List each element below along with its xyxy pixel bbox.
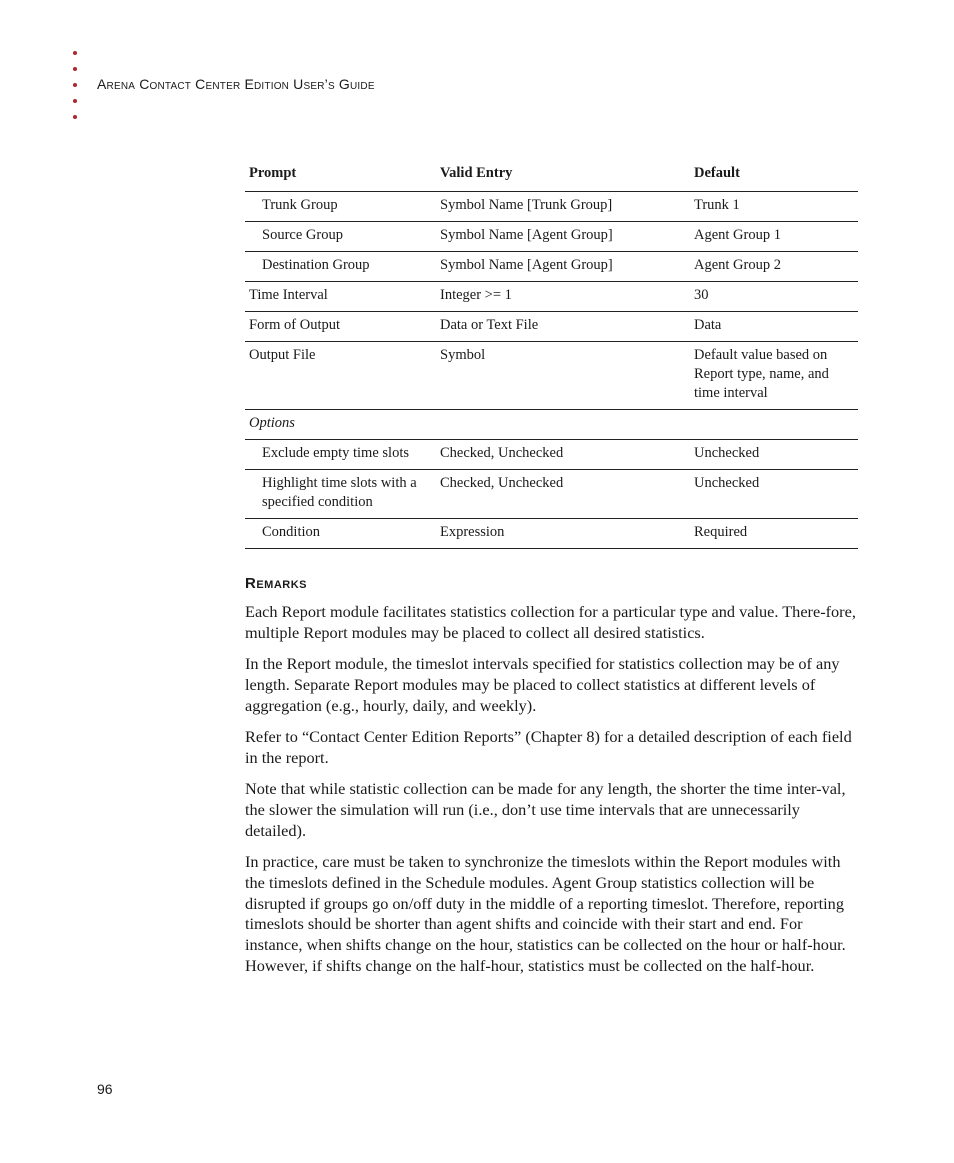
running-head: Arena Contact Center Edition User’s Guide xyxy=(97,76,375,92)
bullet-dot-icon xyxy=(73,115,77,119)
table-row xyxy=(245,312,858,342)
table-cell: Form of Output xyxy=(245,312,436,342)
table-cell: Symbol Name [Agent Group] xyxy=(436,252,690,282)
remarks-body xyxy=(245,602,858,987)
table-cell: Condition xyxy=(245,519,436,549)
table-row xyxy=(245,282,858,312)
bullet-dot-icon xyxy=(73,67,77,71)
bullet-dot-icon xyxy=(73,51,77,55)
table-cell: Checked, Unchecked xyxy=(436,470,690,519)
table-row xyxy=(245,192,858,222)
table-cell: 30 xyxy=(690,282,858,312)
page-number: 96 xyxy=(97,1081,113,1097)
table-row xyxy=(245,470,858,519)
table-cell: Data xyxy=(690,312,858,342)
column-header: Prompt xyxy=(245,158,436,192)
table-cell: Unchecked xyxy=(690,470,858,519)
table-cell: Exclude empty time slots xyxy=(245,440,436,470)
body-paragraph: In practice, care must be taken to synchronize the timeslots within the Report modules with the timeslots defined in the Schedule modules. Agent Group statistics collection will be disrupted if groups go on/off duty in the middle of a reporting timeslot. Therefore, reporting timeslots should be shorter than agent shifts and coincide with their start and end. For instance, when shifts change on the hour, statistics can be collected on the hour or half-hour. However, if shifts change on the half-hour, statistics must be collected on the half-hour. xyxy=(245,851,846,975)
table-header-row xyxy=(245,158,858,192)
table-cell: Output File xyxy=(245,342,436,410)
table-cell xyxy=(436,410,690,440)
remarks-heading: Remarks xyxy=(245,575,308,592)
table-cell: Trunk Group xyxy=(245,192,436,222)
table-cell: Highlight time slots with a specified condition xyxy=(245,470,436,519)
table-cell: Trunk 1 xyxy=(690,192,858,222)
table-cell: Symbol Name [Trunk Group] xyxy=(436,192,690,222)
table-section-row xyxy=(245,410,858,440)
table-cell: Destination Group xyxy=(245,252,436,282)
table-cell: Default value based on Report type, name, and time interval xyxy=(690,342,858,410)
table-row xyxy=(245,519,858,549)
bullet-dot-icon xyxy=(73,99,77,103)
body-paragraph: In the Report module, the timeslot intervals specified for statistics collection may be of any length. Separate Report modules may be placed to collect statistics at different levels of aggregation (e.g., hourly, daily, and weekly). xyxy=(245,654,840,715)
table-row xyxy=(245,342,858,410)
body-paragraph: Each Report module facilitates statistics collection for a particular type and value. There-fore, multiple Report modules may be placed to collect all desired statistics. xyxy=(245,602,856,642)
table-cell: Symbol Name [Agent Group] xyxy=(436,222,690,252)
table-cell: Checked, Unchecked xyxy=(436,440,690,470)
table-cell: Required xyxy=(690,519,858,549)
prompt-table-container xyxy=(245,158,858,549)
table-row xyxy=(245,222,858,252)
body-paragraph: Refer to “Contact Center Edition Reports” (Chapter 8) for a detailed description of each field in the report. xyxy=(245,726,852,767)
column-header: Default xyxy=(690,158,858,192)
table-cell: Expression xyxy=(436,519,690,549)
body-paragraph: Note that while statistic collection can be made for any length, the shorter the time inter-val, the slower the simulation will run (i.e., don’t use time intervals that are unnecessarily detailed). xyxy=(245,779,846,840)
prompt-table xyxy=(245,158,858,549)
table-cell: Agent Group 1 xyxy=(690,222,858,252)
table-cell: Agent Group 2 xyxy=(690,252,858,282)
table-row xyxy=(245,252,858,282)
table-cell xyxy=(690,410,858,440)
table-row xyxy=(245,440,858,470)
table-cell: Integer >= 1 xyxy=(436,282,690,312)
table-section-label: Options xyxy=(245,410,436,440)
table-cell: Source Group xyxy=(245,222,436,252)
table-cell: Unchecked xyxy=(690,440,858,470)
table-cell: Symbol xyxy=(436,342,690,410)
table-cell: Time Interval xyxy=(245,282,436,312)
table-cell: Data or Text File xyxy=(436,312,690,342)
bullet-dot-icon xyxy=(73,83,77,87)
column-header: Valid Entry xyxy=(436,158,690,192)
